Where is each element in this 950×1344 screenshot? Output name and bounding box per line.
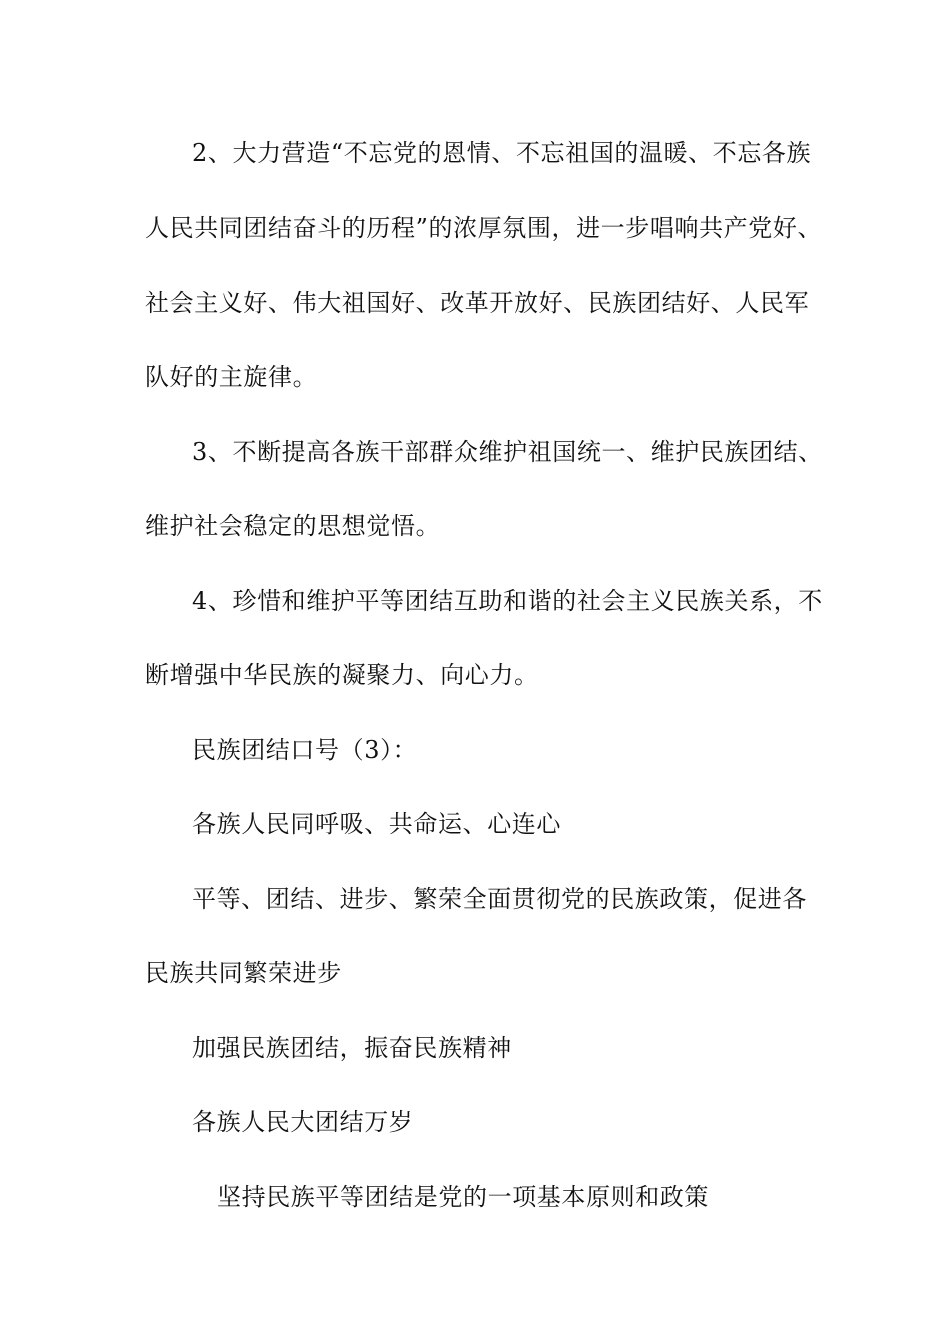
slogan-3: 加强民族团结，振奋民族精神 [192,1034,512,1062]
paragraph-2-line-3: 社会主义好、伟大祖国好、改革开放好、民族团结好、人民军 [145,289,810,317]
slogan-2-line-2: 民族共同繁荣进步 [145,959,342,987]
slogan-1: 各族人民同呼吸、共命运、心连心 [192,810,561,838]
slogan-5: 坚持民族平等团结是党的一项基本原则和政策 [217,1183,709,1211]
paragraph-2-line-1: 2、大力营造“不忘党的恩情、不忘祖国的温暖、不忘各族 [192,139,812,167]
paragraph-2-line-4: 队好的主旋律。 [145,363,318,391]
paragraph-3-line-2: 维护社会稳定的思想觉悟。 [145,512,441,540]
slogan-heading: 民族团结口号（3）： [192,736,418,764]
paragraph-4-line-1: 4、珍惜和维护平等团结互助和谐的社会主义民族关系，不 [192,587,823,615]
slogan-2-line-1: 平等、团结、进步、繁荣全面贯彻党的民族政策，促进各 [192,885,807,913]
paragraph-3-line-1: 3、不断提高各族干部群众维护祖国统一、维护民族团结、 [192,438,823,466]
paragraph-4-line-2: 断增强中华民族的凝聚力、向心力。 [145,661,539,689]
slogan-4: 各族人民大团结万岁 [192,1108,414,1136]
paragraph-2-line-2: 人民共同团结奋斗的历程”的浓厚氛围，进一步唱响共产党好、 [145,214,823,242]
